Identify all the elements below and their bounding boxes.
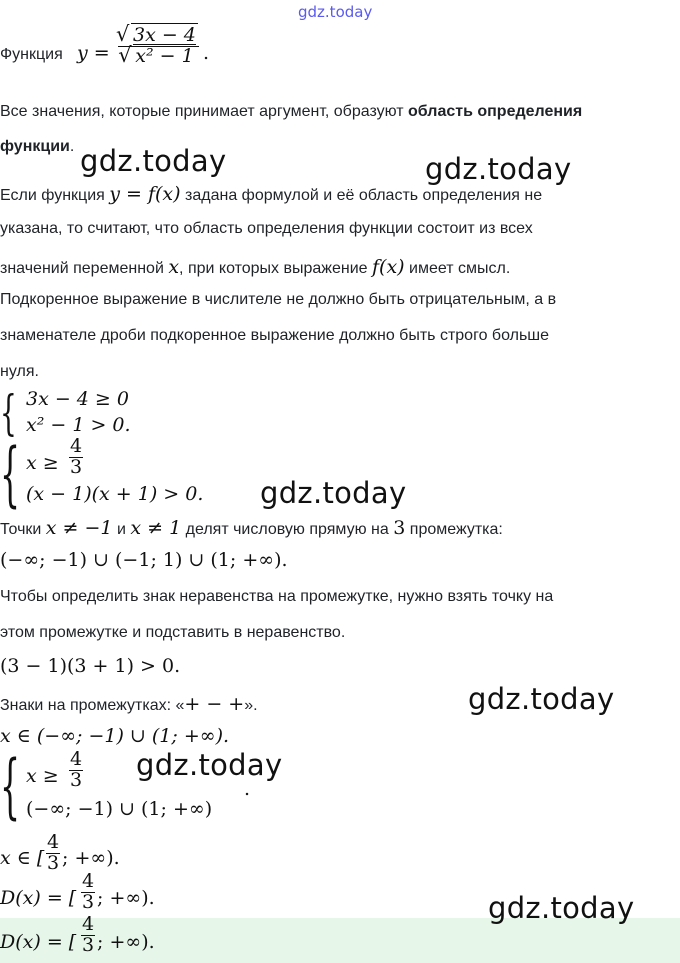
method-line1: Чтобы определить знак неравенства на промежутке, нужно взять точку на: [0, 588, 554, 605]
check-line: (3 − 1)(3 + 1) > 0.: [0, 655, 181, 677]
domain-term: область определения: [408, 103, 583, 120]
system3-dot: .: [244, 778, 251, 800]
watermark: gdz.today: [488, 891, 635, 925]
system1-row1: 3x − 4 ≥ 0: [26, 388, 129, 410]
rule-line1: Если функция y = f(x) задана формулой и её область определения не: [0, 183, 543, 205]
system3-fraction: $\frac{4}{3}$: [70, 748, 83, 791]
domain-definition-line1: [0, 103, 582, 121]
method-line2: этом промежутке и подставить в неравенство.: [0, 624, 346, 641]
system1-brace: {: [0, 385, 17, 441]
system2-row1-lhs: x ≥: [26, 452, 59, 474]
watermark: gdz.today: [468, 682, 615, 716]
function-lhs: y =: [77, 42, 110, 64]
rule-line2: указана, то считают, что область определения функции состоит из всех: [0, 220, 533, 237]
points-line: Точки x ≠ −1 и x ≠ 1 делят числовую прямую на 3 промежутка:: [0, 517, 503, 539]
numerator-radicand: 3x − 4: [133, 24, 196, 46]
system3-row1-lhs: x ≥: [26, 765, 59, 787]
domain-definition-line2: функции.: [0, 138, 75, 155]
system2-fraction: $\frac{4}{3}$: [70, 435, 83, 478]
domain-term-2: функции: [0, 138, 70, 155]
watermark: gdz.today: [80, 144, 227, 178]
system3-brace: {: [0, 745, 21, 827]
rule-formula: y = f(x): [109, 183, 181, 205]
watermark: gdz.today: [136, 748, 283, 782]
system2-brace: {: [0, 433, 21, 515]
function-label: Функция: [0, 46, 63, 63]
rule-line3: значений переменной x, при которых выражение f(x) имеет смысл.: [0, 256, 511, 278]
condition-line3: нуля.: [0, 363, 39, 380]
intervals-line: (−∞; −1) ∪ (−1; 1) ∪ (1; +∞).: [0, 549, 288, 571]
condition-line1: Подкоренное выражение в числителе не должно быть отрицательным, а в: [0, 291, 557, 308]
watermark: gdz.today: [425, 152, 572, 186]
watermark-top: gdz.today: [298, 3, 373, 21]
function-tail: .: [203, 42, 210, 64]
watermark: gdz.today: [260, 476, 407, 510]
denominator-radicand: x² − 1: [135, 44, 194, 67]
solution1-line: x ∈ (−∞; −1) ∪ (1; +∞).: [0, 725, 230, 747]
system1-row2: x² − 1 > 0.: [26, 414, 131, 436]
system3-row2: (−∞; −1) ∪ (1; +∞): [26, 798, 213, 820]
system2-row2: (x − 1)(x + 1) > 0.: [26, 483, 204, 505]
signs-line: Знаки на промежутках: «+ − +».: [0, 693, 258, 715]
condition-line2: знаменателе дроби подкоренное выражение должно быть строго больше: [0, 327, 550, 344]
domain-definition-text: Все значения, которые принимает аргумент, образуют: [0, 103, 409, 120]
function-fraction: [118, 26, 199, 67]
